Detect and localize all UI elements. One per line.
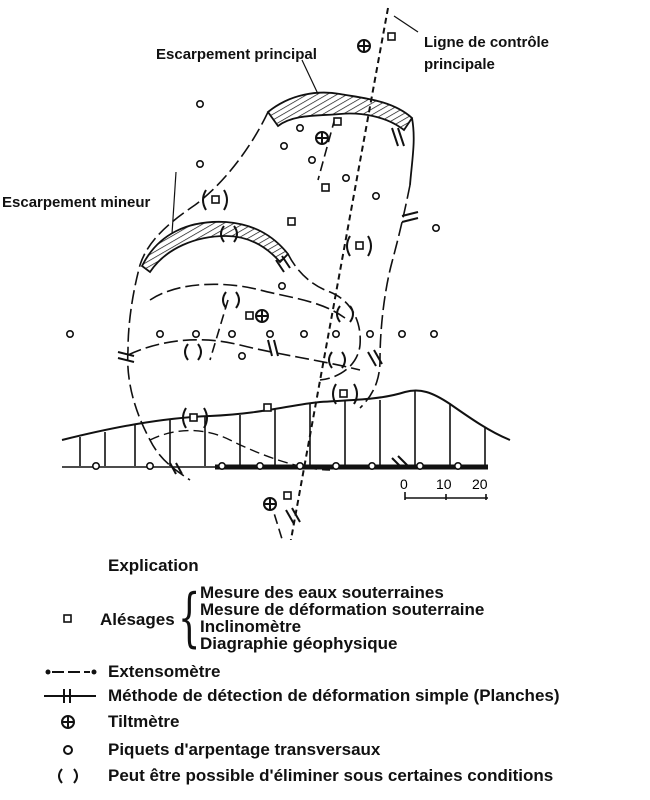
borehole-use-4: Diagraphie géophysique [200,634,398,653]
borehole-use-2: Mesure de déformation souterraine [200,600,485,619]
tiltmeter-symbol-icon [40,710,100,734]
legend-extensometer-text: Extensomètre [108,662,221,681]
inner-block-boundary [288,254,360,380]
main-scarp-leader [302,60,318,94]
survey-stakes [67,101,461,469]
plank-symbol-icon [40,684,100,708]
landslide-boundary-right [360,185,410,408]
survey-stake-symbol-icon [40,738,100,762]
control-line-label-1: Ligne de contrôle [424,34,550,51]
legend [0,548,650,800]
extensometer-symbol-icon [40,660,100,684]
brace-icon: { [178,581,201,655]
minor-scarp-label: Escarpement mineur [2,194,151,211]
legend-tiltmeter-text: Tiltmètre [108,712,180,731]
control-line-label-2: principale [424,56,495,73]
borehole-use-1: Mesure des eaux souterraines [200,583,444,602]
profile-verticals [80,391,485,466]
legend-simple-method [0,684,650,708]
legend-optional-text: Peut être possible d'éliminer sous certaines conditions [108,766,554,785]
main-scarp-label: Escarpement principal [156,46,317,63]
legend-boreholes-label: Alésages [100,610,175,629]
slope-profile [62,391,510,441]
scale-tick-20: 20 [472,476,488,492]
parentheses-symbol-icon [40,764,100,788]
legend-optional [0,764,650,788]
main-scarp-edge [410,118,414,185]
legend-title: Explication [108,556,199,575]
legend-simple-method-text: Méthode de détection de déformation simple (Planches) [108,686,560,705]
scale-tick-0: 0 [400,476,408,492]
legend-survey-stakes-text: Piquets d'arpentage transversaux [108,740,381,759]
extensometers [210,118,335,540]
legend-extensometer [0,660,650,684]
borehole-symbol-icon [40,584,100,662]
control-line-pointer [394,16,418,32]
borehole-use-3: Inclinomètre [200,617,302,636]
legend-boreholes [0,581,650,662]
scale-tick-10: 10 [436,476,452,492]
minor-scarp-leader [172,172,176,234]
legend-survey-stakes [0,738,650,762]
scale-bar [405,492,488,500]
legend-tiltmeter [0,710,650,734]
